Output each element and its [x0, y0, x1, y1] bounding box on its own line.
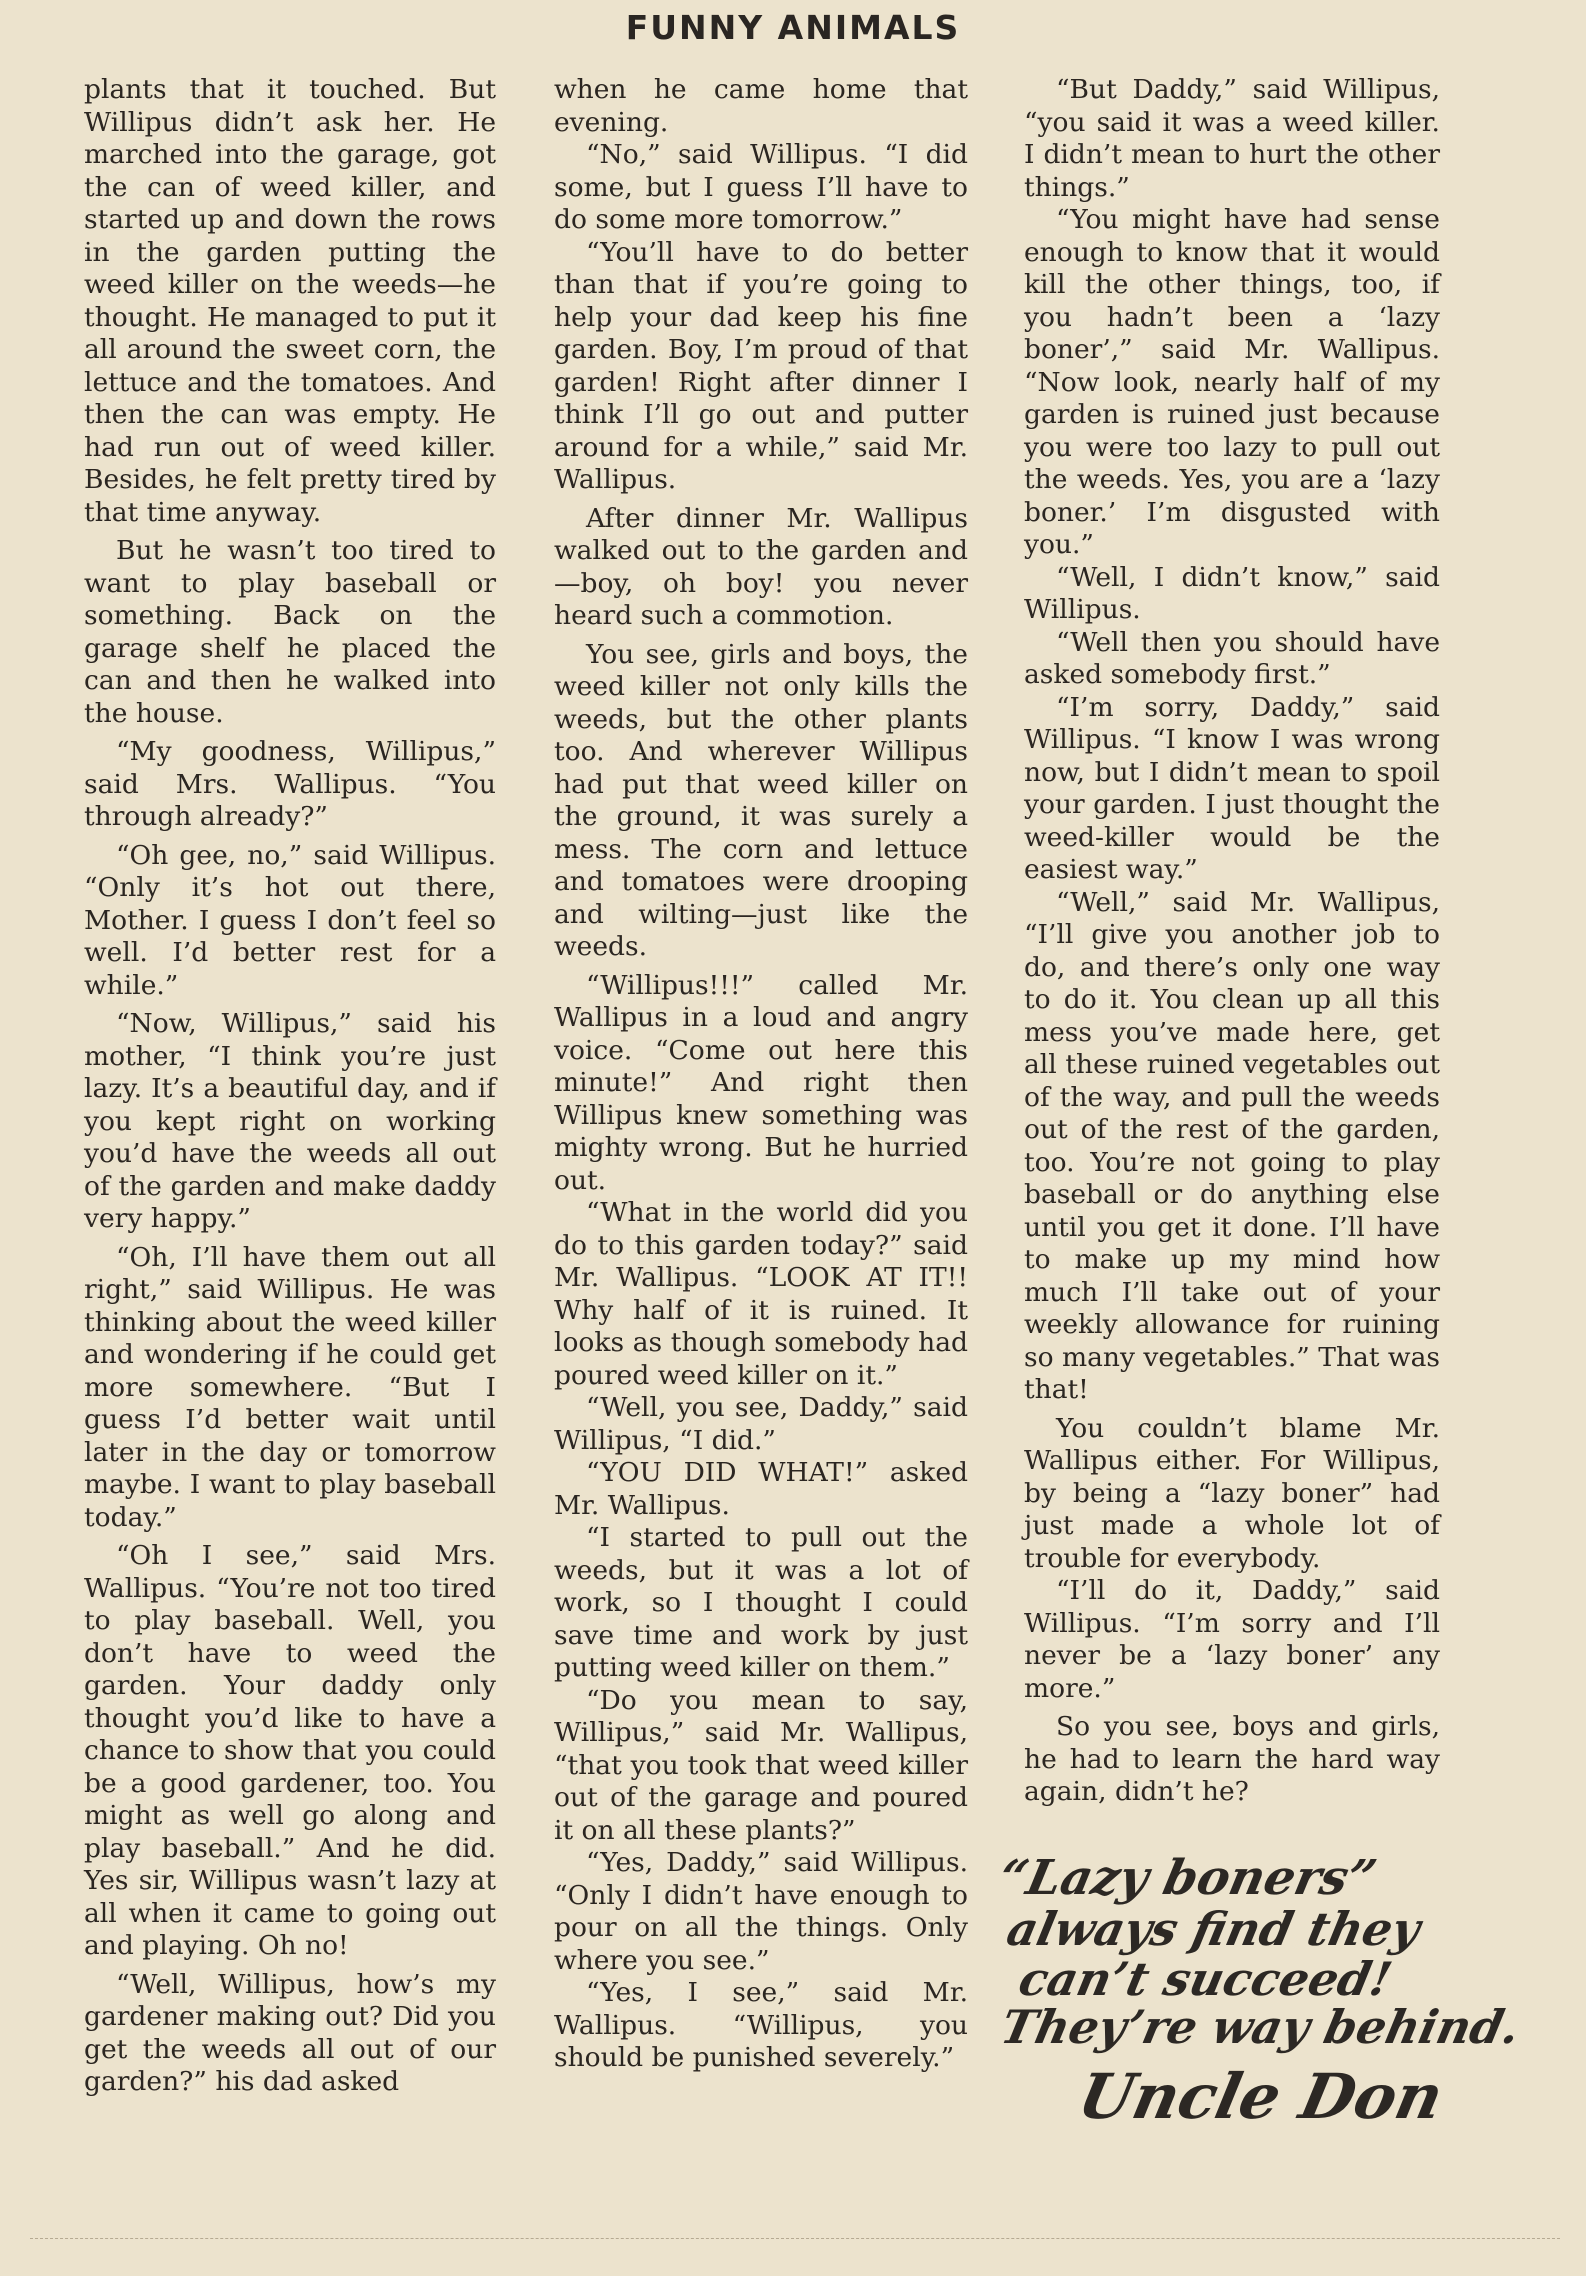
page-header: FUNNY ANIMALS — [625, 8, 961, 47]
paragraph: “I’m sorry, Daddy,” said Willipus. “I know I was wrong now, but I didn’t mean to spoil your garden. I just thought the weed-killer would be the easiest way.” — [1024, 691, 1440, 885]
paragraph: “No,” said Willipus. “I did some, but I guess I’ll have to do some more tomorrow.” — [554, 139, 968, 235]
paragraph: “Yes, Daddy,” said Willipus. “Only I didn’t have enough to pour on all the things. Only where you see.” — [554, 1847, 968, 1976]
paragraph: “My goodness, Willipus,” said Mrs. Wallipus. “You through already?” — [84, 736, 496, 832]
paragraph: “Well then you should have asked somebody first.” — [1024, 626, 1440, 690]
paragraph: plants that it touched. But Willipus didn’t ask her. He marched into the garage, got the can of weed killer, and started up and down the rows in the garden putting the weed killer on the weeds—he thought. He managed to put it all around the sweet corn, the lettuce and the tomatoes. And then the can was empty. He had run out of weed killer. Besides, he felt pretty tired by that time anyway. — [84, 74, 496, 528]
signature-line: can’t succeed! — [1014, 1952, 1397, 2006]
paragraph: “Yes, I see,” said Mr. Wallipus. “Willipus, you should be punished severely.” — [554, 1977, 968, 2073]
paragraph: “Willipus!!!” called Mr. Wallipus in a loud and angry voice. “Come out here this minute!” And right then Willipus knew something was mighty wrong. But he hurried out. — [554, 969, 968, 1196]
paragraph: “You’ll have to do better than that if you’re going to help your dad keep his fine garden. Boy, I’m proud of that garden! Right after dinner I think I’ll go out and putter around for a while,” said Mr. Wallipus. — [554, 236, 968, 495]
paragraph: “I’ll do it, Daddy,” said Willipus. “I’m sorry and I’ll never be a ‘lazy boner’ any more.” — [1024, 1575, 1440, 1704]
paragraph: “Do you mean to say, Willipus,” said Mr. Wallipus, “that you took that weed killer out of the garage and poured it on all these plants?” — [554, 1684, 968, 1846]
signature-name: Uncle Don — [1072, 2060, 1450, 2133]
handwritten-signature — [994, 1850, 1525, 2150]
page-bottom-edge — [30, 2238, 1560, 2240]
paragraph: So you see, boys and girls, he had to learn the hard way again, didn’t he? — [1024, 1711, 1440, 1807]
paragraph: “Well,” said Mr. Wallipus, “I’ll give you another job to do, and there’s only one way to do it. You clean up all this mess you’ve made here, get all these ruined vegetables out of the way, and pull the weeds out of the rest of the garden, too. You’re not going to play baseball or do anything else until you get it done. I’ll have to make up my mind how much I’ll take out of your weekly allowance for ruining so many vegetables.” That was that! — [1024, 886, 1440, 1405]
signature-line: “Lazy boners” — [994, 1850, 1382, 1906]
text-column-1 — [84, 74, 496, 2099]
signature-line: always find they — [1002, 1902, 1425, 1956]
signature-line: They’re way behind. — [996, 2000, 1525, 2054]
paragraph: “YOU DID WHAT!” asked Mr. Wallipus. — [554, 1457, 968, 1521]
paragraph: But he wasn’t too tired to want to play baseball or something. Back on the garage shelf he placed the can and then he walked into the house. — [84, 535, 496, 729]
paragraph: You see, girls and boys, the weed killer not only kills the weeds, but the other plants too. And wherever Willipus had put that weed killer on the ground, it was surely a mess. The corn and lettuce and tomatoes were drooping and wilting—just like the weeds. — [554, 638, 968, 962]
paragraph: “Oh I see,” said Mrs. Wallipus. “You’re not too tired to play baseball. Well, you don’t have to weed the garden. Your daddy only thought you’d like to have a chance to show that you could be a good gardener, too. You might as well go along and play baseball.” And he did. Yes sir, Willipus wasn’t lazy at all when it came to going out and playing. Oh no! — [84, 1540, 496, 1961]
paragraph: “What in the world did you do to this garden today?” said Mr. Wallipus. “LOOK AT IT!! Why half of it is ruined. It looks as though somebody had poured weed killer on it.” — [554, 1197, 968, 1391]
paragraph: “Now, Willipus,” said his mother, “I think you’re just lazy. It’s a beautiful day, and if you kept right on working you’d have the weeds all out of the garden and make daddy very happy.” — [84, 1008, 496, 1234]
paragraph: “Well, you see, Daddy,” said Willipus, “I did.” — [554, 1392, 968, 1456]
paragraph: “Well, I didn’t know,” said Willipus. — [1024, 561, 1440, 625]
text-column-3 — [1024, 74, 1440, 1809]
text-column-2 — [554, 74, 968, 2075]
paragraph: “But Daddy,” said Willipus, “you said it was a weed killer. I didn’t mean to hurt the other things.” — [1024, 74, 1440, 203]
paragraph: “Oh, I’ll have them out all right,” said Willipus. He was thinking about the weed killer and wondering if he could get more somewhere. “But I guess I’d better wait until later in the day or tomorrow maybe. I want to play baseball today.” — [84, 1241, 496, 1533]
paragraph: You couldn’t blame Mr. Wallipus either. For Willipus, by being a “lazy boner” had just made a whole lot of trouble for everybody. — [1024, 1412, 1440, 1574]
paragraph: “Well, Willipus, how’s my gardener making out? Did you get the weeds all out of our garden?” his dad asked — [84, 1968, 496, 2097]
paragraph: “Oh gee, no,” said Willipus. “Only it’s hot out there, Mother. I guess I don’t feel so well. I’d better rest for a while.” — [84, 839, 496, 1001]
paragraph: After dinner Mr. Wallipus walked out to the garden and—boy, oh boy! you never heard such a commotion. — [554, 502, 968, 631]
paragraph: “You might have had sense enough to know that it would kill the other things, too, if you hadn’t been a ‘lazy boner’,” said Mr. Wallipus. “Now look, nearly half of my garden is ruined just because you were too lazy to pull out the weeds. Yes, you are a ‘lazy boner.’ I’m disgusted with you.” — [1024, 204, 1440, 560]
paragraph: “I started to pull out the weeds, but it was a lot of work, so I thought I could save time and work by just putting weed killer on them.” — [554, 1522, 968, 1683]
paragraph: when he came home that evening. — [554, 74, 968, 138]
